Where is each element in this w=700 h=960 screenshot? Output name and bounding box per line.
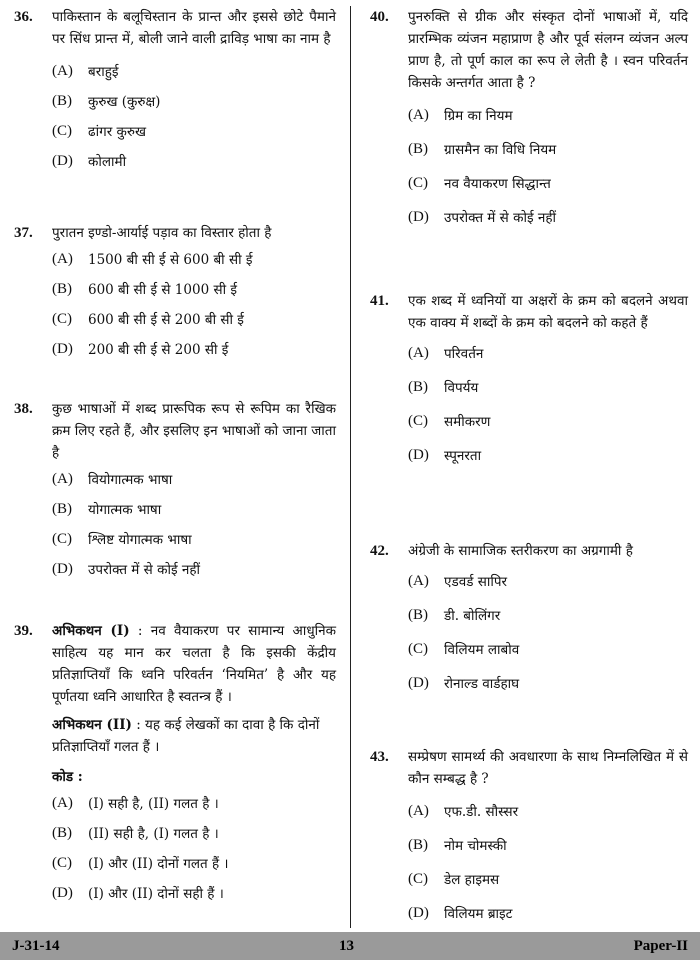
assertion-2: अभिकथन (II) : यह कई लेखकों का दावा है कि दोनों प्रतिज्ञाप्तियाँ गलत हैं ।: [52, 717, 320, 755]
question-number: 36.: [14, 9, 33, 25]
option-c[interactable]: (C) समीकरण: [408, 412, 491, 430]
option-c[interactable]: (C) डेल हाइमस: [408, 870, 500, 888]
question-text: कुछ भाषाओं में शब्द प्रारूपिक रूप से रूपिम का रैखिक क्रम लिए रहते हैं, और इसलिए इन भाषाओं को जाना जाता है: [52, 401, 336, 461]
option-d[interactable]: (D) 200 बी सी ई से 200 सी ई: [52, 340, 229, 358]
question-37: [14, 222, 336, 364]
option-d[interactable]: (D) कोलामी: [52, 152, 127, 170]
option-d[interactable]: (D) उपरोक्त में से कोई नहीं: [408, 208, 557, 226]
question-36: [14, 6, 336, 176]
option-a[interactable]: (A) (I) सही है, (II) गलत है ।: [52, 794, 219, 812]
question-number: 37.: [14, 225, 33, 241]
code-label: कोड :: [52, 769, 83, 785]
column-divider: [350, 6, 351, 928]
option-c[interactable]: (C) श्लिष्ट योगात्मक भाषा: [52, 530, 192, 548]
option-a[interactable]: (A) 1500 बी सी ई से 600 बी सी ई: [52, 250, 253, 268]
option-b[interactable]: (B) 600 बी सी ई से 1000 सी ई: [52, 280, 237, 298]
option-b[interactable]: (B) कुरुख (कुरुक्ष): [52, 92, 161, 110]
question-42: [370, 540, 688, 698]
question-text: पाकिस्तान के बलूचिस्तान के प्रान्त और इससे छोटे पैमाने पर सिंध प्रान्त में, बोली जाने वाली द्राविड़ भाषा का नाम है: [52, 9, 336, 47]
question-40: [370, 6, 688, 232]
option-b[interactable]: (B) विपर्यय: [408, 378, 479, 396]
question-text: सम्प्रेषण सामर्थ्य की अवधारणा के साथ निम्नलिखित में से कौन सम्बद्ध है ?: [408, 749, 688, 787]
question-43: [370, 746, 688, 928]
option-d[interactable]: (D) स्पूनरता: [408, 446, 482, 464]
option-d[interactable]: (D) उपरोक्त में से कोई नहीं: [52, 560, 201, 578]
question-39: [14, 620, 336, 908]
question-number: 39.: [14, 623, 33, 639]
option-b[interactable]: (B) योगात्मक भाषा: [52, 500, 162, 518]
option-c[interactable]: (C) (I) और (II) दोनों गलत हैं ।: [52, 854, 229, 872]
page-number: 13: [339, 937, 355, 954]
question-number: 41.: [370, 293, 389, 309]
option-c[interactable]: (C) विलियम लाबोव: [408, 640, 520, 658]
option-c[interactable]: (C) 600 बी सी ई से 200 बी सी ई: [52, 310, 244, 328]
question-number: 40.: [370, 9, 389, 25]
paper-label: Paper-II: [633, 937, 688, 954]
option-b[interactable]: (B) नोम चोमस्की: [408, 836, 507, 854]
option-a[interactable]: (A) एफ.डी. सौस्सर: [408, 802, 519, 820]
question-text: एक शब्द में ध्वनियों या अक्षरों के क्रम को बदलने अथवा एक वाक्य में शब्दों के क्रम को बदलने को कहते हैं: [408, 293, 688, 331]
paper-code: J-31-14: [12, 937, 60, 954]
option-d[interactable]: (D) रोनाल्ड वार्डहाघ: [408, 674, 520, 692]
option-d[interactable]: (D) (I) और (II) दोनों सही हैं ।: [52, 884, 224, 902]
option-a[interactable]: (A) परिवर्तन: [408, 344, 484, 362]
option-a[interactable]: (A) ग्रिम का नियम: [408, 106, 513, 124]
question-41: [370, 290, 688, 470]
question-38: [14, 398, 336, 584]
assertion-1: अभिकथन (I) : नव वैयाकरण पर सामान्य आधुनिक साहित्य यह मान कर चलता है कि इसकी केंद्रीय प्रतिज्ञाप्तियाँ कि ध्वनि परिवर्तन ‘नियमित’ है और यह पूर्णतया ध्वनि आधारित है स्वतन्त्र हैं ।: [52, 623, 336, 705]
question-number: 43.: [370, 749, 389, 765]
question-text: पुनरुक्ति से ग्रीक और संस्कृत दोनों भाषाओं में, यदि प्रारम्भिक व्यंजन महाप्राण है और पूर्व संलग्न व्यंजन अल्प प्राण है, तो पूर्ण काल का रूप ले लेती है । स्वन परिवर्तन किसके अन्तर्गत आता है ?: [408, 9, 688, 91]
option-d[interactable]: (D) विलियम ब्राइट: [408, 904, 513, 922]
option-a[interactable]: (A) बराहुई: [52, 62, 119, 80]
option-c[interactable]: (C) नव वैयाकरण सिद्धान्त: [408, 174, 551, 192]
page-footer: [0, 932, 700, 960]
option-b[interactable]: (B) ग्रासमैन का विधि नियम: [408, 140, 557, 158]
option-a[interactable]: (A) वियोगात्मक भाषा: [52, 470, 173, 488]
question-number: 42.: [370, 543, 389, 559]
question-text: पुरातन इण्डो-आर्याई पड़ाव का विस्तार होता है: [52, 225, 272, 241]
option-b[interactable]: (B) डी. बोलिंगर: [408, 606, 501, 624]
question-text: अंग्रेजी के सामाजिक स्तरीकरण का अग्रगामी है: [408, 543, 633, 559]
question-number: 38.: [14, 401, 33, 417]
option-b[interactable]: (B) (II) सही है, (I) गलत है ।: [52, 824, 219, 842]
option-c[interactable]: (C) ढांगर कुरुख: [52, 122, 146, 140]
option-a[interactable]: (A) एडवर्ड सापिर: [408, 572, 508, 590]
